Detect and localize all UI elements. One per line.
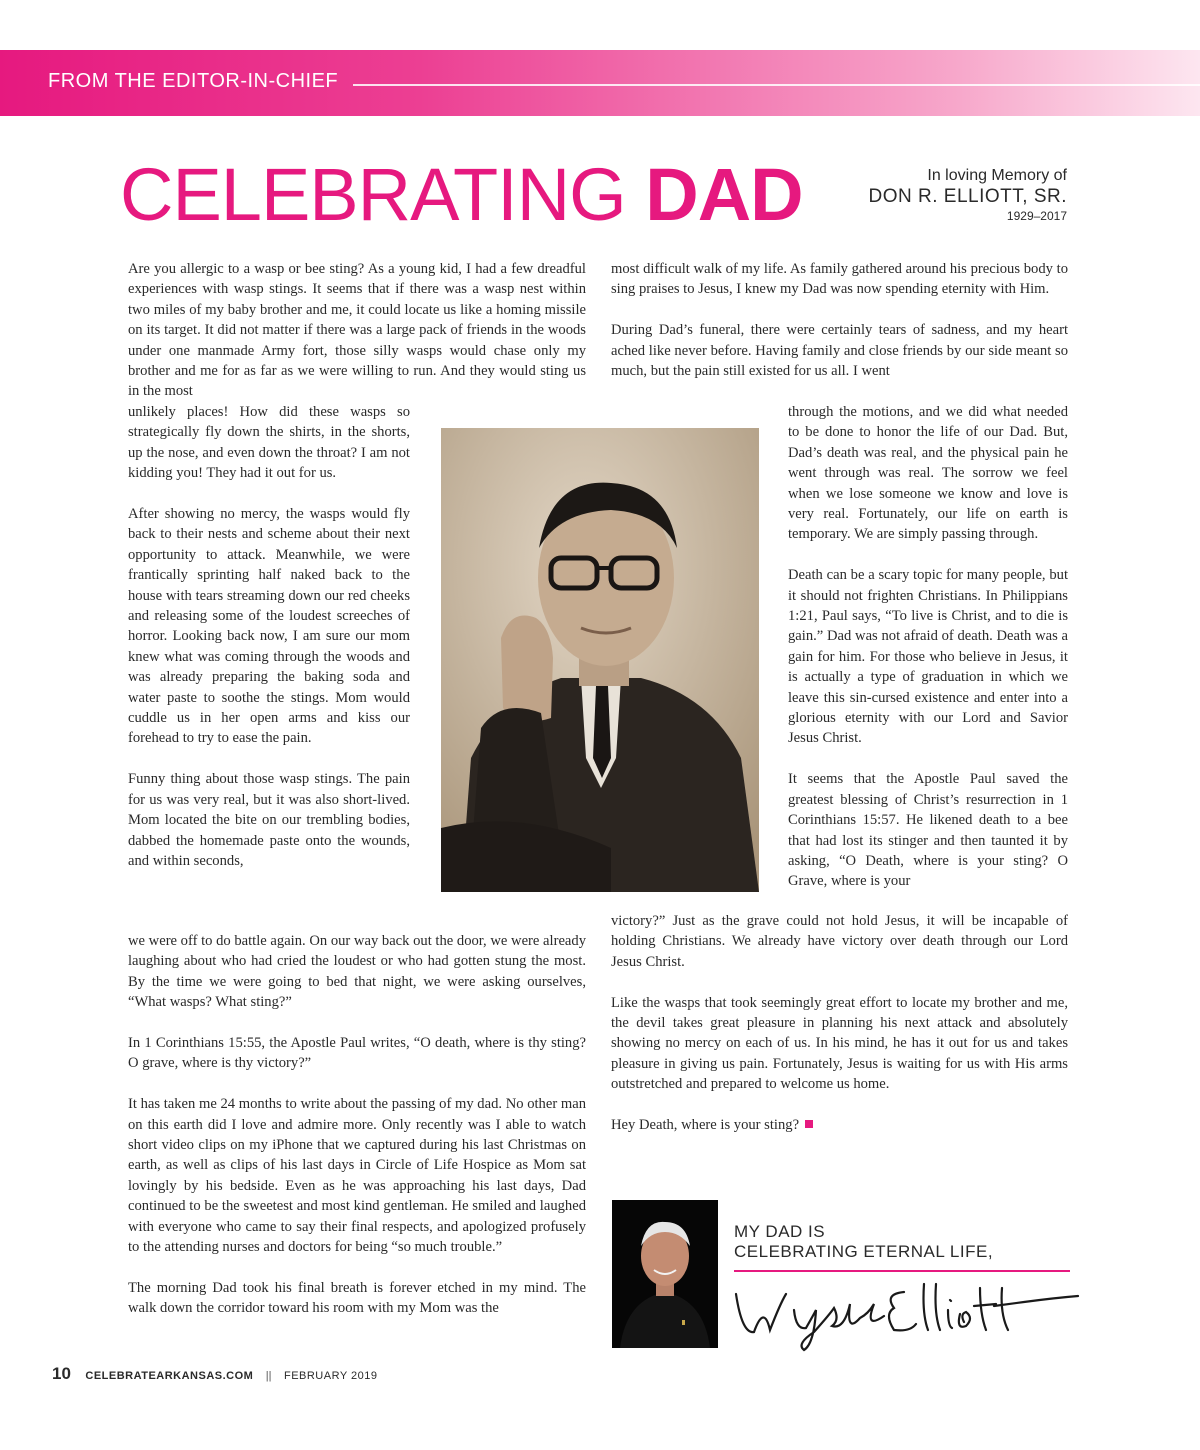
closing-statement (734, 1222, 993, 1262)
paragraph: Funny thing about those wasp stings. The pain for us was very real, but it was also short-lived. Mom located the bite on our trembling bodies, dabbed the homemade paste onto the wounds, and within seconds, (128, 771, 410, 869)
issue-date: FEBRUARY 2019 (283, 1370, 378, 1382)
closing-question: Hey Death, where is your sting? (611, 1117, 800, 1134)
portrait-illustration (441, 428, 759, 892)
site-name: CELEBRATEARKANSAS.COM (85, 1370, 254, 1382)
paragraph: victory?” Just as the grave could not hold Jesus, it will be incapable of holding Christians. We already have victory over death through our Lord Jesus Christ. (611, 913, 1068, 970)
paragraph: It seems that the Apostle Paul saved the greatest blessing of Christ’s resurrection in 1 Corinthians 15:57. He likened death to a bee that had lost its stinger and then taunted it by asking, “O Death, where is your sting? O Grave, where is your (788, 771, 1068, 890)
section-label: FROM THE EDITOR-IN-CHIEF (48, 70, 339, 92)
article-headline (120, 152, 803, 238)
article-left-top (128, 259, 586, 402)
signature (734, 1274, 1080, 1354)
memorial-intro: In loving Memory of (927, 167, 1067, 184)
paragraph: The morning Dad took his final breath is forever etched in my mind. The walk down the corridor toward his room with my Mom was the (128, 1279, 586, 1317)
author-illustration (612, 1200, 718, 1348)
closing-line1: MY DAD IS (734, 1222, 826, 1241)
author-photo (612, 1200, 718, 1348)
article-right-top (611, 259, 1068, 381)
end-mark-icon (805, 1120, 813, 1128)
paragraph: Like the wasps that took seemingly great effort to locate my brother and me, the devil takes great pleasure in planning his next attack and absolutely showing no mercy on each of us. In his mind, he has it out for us and takes pleasure in giving us pain. Fortunately, Jesus is waiting for us with His arms outstretched and prepared to welcome us home. (611, 994, 1068, 1093)
closing-rule (734, 1270, 1070, 1272)
paragraph: It has taken me 24 months to write about the passing of my dad. No other man on this earth did I love and admire more. Only recently was I able to watch short video clips on my iPhone that we captured during his last Christmas on earth, as well as clips of his last days in Circle of Life Hospice as Mom sat lovingly by his bedside. Even as he was approaching his last days, Dad continued to be the sweetest and most kind gentleman. He smiled and laughed with everyone who came to say their final respects, and apologized profusely to the attending nurses and doctors for being “so much trouble.” (128, 1096, 586, 1256)
footer-separator: || (265, 1370, 272, 1382)
paragraph-final (611, 1115, 1068, 1135)
article-left-wrap (128, 402, 410, 871)
headline-bold: DAD (645, 153, 803, 236)
paragraph: we were off to do battle again. On our way back out the door, we were already laughing about who had cried the loudest or who had gotten stung the most. By the time we were going to bed that night, we were asking ourselves, “What wasps? What sting?” (128, 933, 586, 1011)
article-right-bottom (611, 911, 1068, 1135)
paragraph: most difficult walk of my life. As family gathered around his precious body to sing praises to Jesus, I knew my Dad was now spending eternity with Him. (611, 261, 1068, 298)
portrait-photo (441, 428, 759, 892)
paragraph: through the motions, and we did what needed to be done to honor the life of our Dad. But, Dad’s death was real, and the physical pain he went through was real. The sorrow we feel when we lose someone we know and love is very real. Fortunately, our life on earth is temporary. We are simply passing through. (788, 404, 1068, 543)
banner-rule (353, 84, 1200, 86)
memorial-years: 1929–2017 (1006, 209, 1067, 223)
closing-line2: CELEBRATING ETERNAL LIFE, (734, 1242, 994, 1261)
paragraph: After showing no mercy, the wasps would fly back to their nests and scheme about their next opportunity to attack. Meanwhile, we were frantically sprinting half naked back to the house with tears streaming down our red cheeks and releasing some of the loudest screeches of horror. Looking back now, I am sure our mom knew what was coming through the woods and was already preparing the baking soda and water paste to soothe the stings. Mom would cuddle us in her open arms and kiss our forehead to try to ease the pain. (128, 506, 410, 747)
section-banner (0, 50, 1200, 116)
page-footer (52, 1364, 378, 1384)
signature-graphic (734, 1274, 1080, 1354)
article-left-bottom (128, 931, 586, 1319)
headline-light: CELEBRATING (120, 153, 646, 236)
paragraph: Death can be a scary topic for many people, but it should not frighten Christians. In Philippians 1:21, Paul says, “To live is Christ, and to die is gain.” Dad was not afraid of death. Death was a gain for him. For those who believe in Jesus, it is actually a type of graduation in which we leave this sin-cursed existence and enter into a glorious eternity with our Lord and Savior Jesus Christ. (788, 567, 1068, 747)
page-number: 10 (52, 1364, 71, 1383)
memorial-name: DON R. ELLIOTT, SR. (868, 186, 1067, 207)
paragraph: In 1 Corinthians 15:55, the Apostle Paul writes, “O death, where is thy sting? O grave, where is thy victory?” (128, 1035, 586, 1072)
paragraph: During Dad’s funeral, there were certainly tears of sadness, and my heart ached like never before. Having family and close friends by our side meant so much, but the pain still existed for us all. I went (611, 322, 1068, 380)
paragraph: Are you allergic to a wasp or bee sting? As a young kid, I had a few dreadful experiences with wasp stings. It seems that if there was a wasp nest within two miles of my baby brother and me, it could locate us like a homing missile on its target. It did not matter if there was a large pack of friends in the woods under one manmade Army fort, those silly wasps would chase only my brother and me for as far as we were willing to run. And they would sting us in the most (128, 261, 586, 400)
memorial-dedication (869, 166, 1067, 224)
article-right-wrap (788, 402, 1068, 892)
paragraph: unlikely places! How did these wasps so strategically fly down the shirts, in the shorts, up the nose, and even down the throat? I am not kidding you! They had it out for us. (128, 404, 410, 482)
